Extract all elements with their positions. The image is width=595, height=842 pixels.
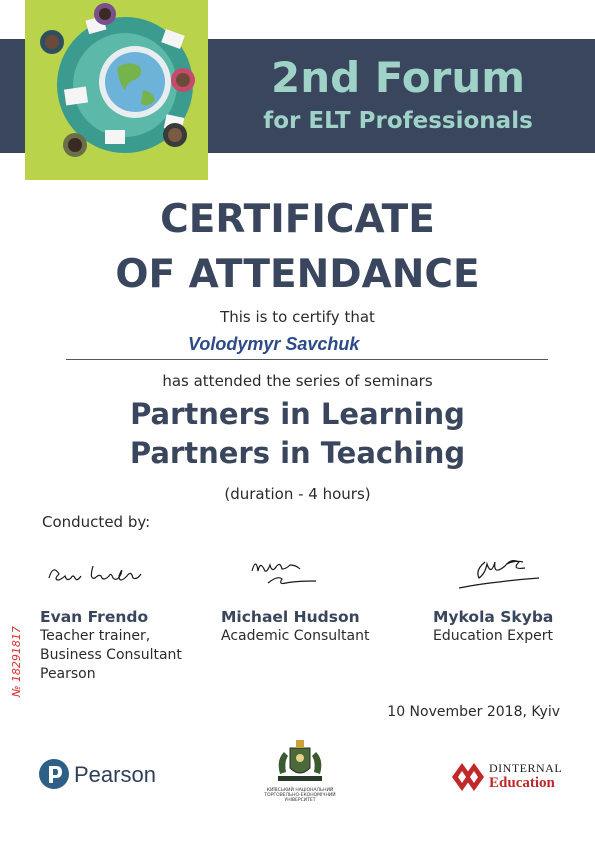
signature-evan-frendo	[45, 558, 155, 588]
presenter-role-line: Pearson	[40, 666, 96, 682]
presenter-role-line: Education Expert	[433, 628, 554, 644]
presenter-michael-hudson	[221, 608, 369, 646]
serial-number: № 18291817	[10, 626, 23, 697]
certify-text: This is to certify that	[220, 308, 375, 326]
forum-subtitle: for ELT Professionals	[263, 108, 533, 134]
education-wordmark: Education	[489, 775, 555, 791]
knteu-crest-icon	[270, 738, 330, 784]
attended-text: has attended the series of seminars	[162, 372, 433, 390]
forum-title: 2nd Forum	[270, 53, 526, 102]
knteu-logo	[262, 738, 338, 803]
conducted-by-label: Conducted by:	[42, 513, 151, 531]
date-place: 10 November 2018, Kyiv	[387, 704, 560, 720]
seminar-title-line2: Partners in Teaching	[129, 436, 466, 470]
duration-text: (duration - 4 hours)	[224, 485, 371, 503]
recipient-name: Volodymyr Savchuk	[188, 334, 360, 354]
pearson-wordmark: Pearson	[74, 762, 156, 787]
forum-illustration	[25, 0, 208, 180]
presenter-role-line: Business Consultant	[40, 647, 182, 663]
name-underline	[66, 359, 548, 360]
signature-mykola-skyba	[455, 552, 545, 596]
seminar-title-line1: Partners in Learning	[130, 397, 465, 431]
presenter-name: Michael Hudson	[221, 608, 360, 626]
pearson-logo-icon	[38, 758, 70, 790]
certificate-title-line2: OF ATTENDANCE	[115, 252, 480, 297]
knteu-name: КИЇВСЬКИЙ НАЦІОНАЛЬНИЙ ТОРГОВЕЛЬНО-ЕКОНОМІЧНИЙ УНІВЕРСИТЕТ	[264, 788, 336, 803]
presenter-role-line: Teacher trainer,	[40, 628, 151, 644]
signature-michael-hudson	[248, 553, 328, 591]
presenter-mykola-skyba	[433, 608, 553, 646]
presenter-role-line: Academic Consultant	[221, 628, 370, 644]
certificate-title-line1: CERTIFICATE	[160, 197, 435, 242]
presenter-name: Evan Frendo	[40, 608, 149, 626]
internal-wordmark: DINTERNAL	[489, 761, 563, 775]
presenter-name: Mykola Skyba	[433, 608, 554, 626]
presenter-evan-frendo	[40, 608, 182, 684]
internal-education-logo-icon	[450, 760, 486, 794]
